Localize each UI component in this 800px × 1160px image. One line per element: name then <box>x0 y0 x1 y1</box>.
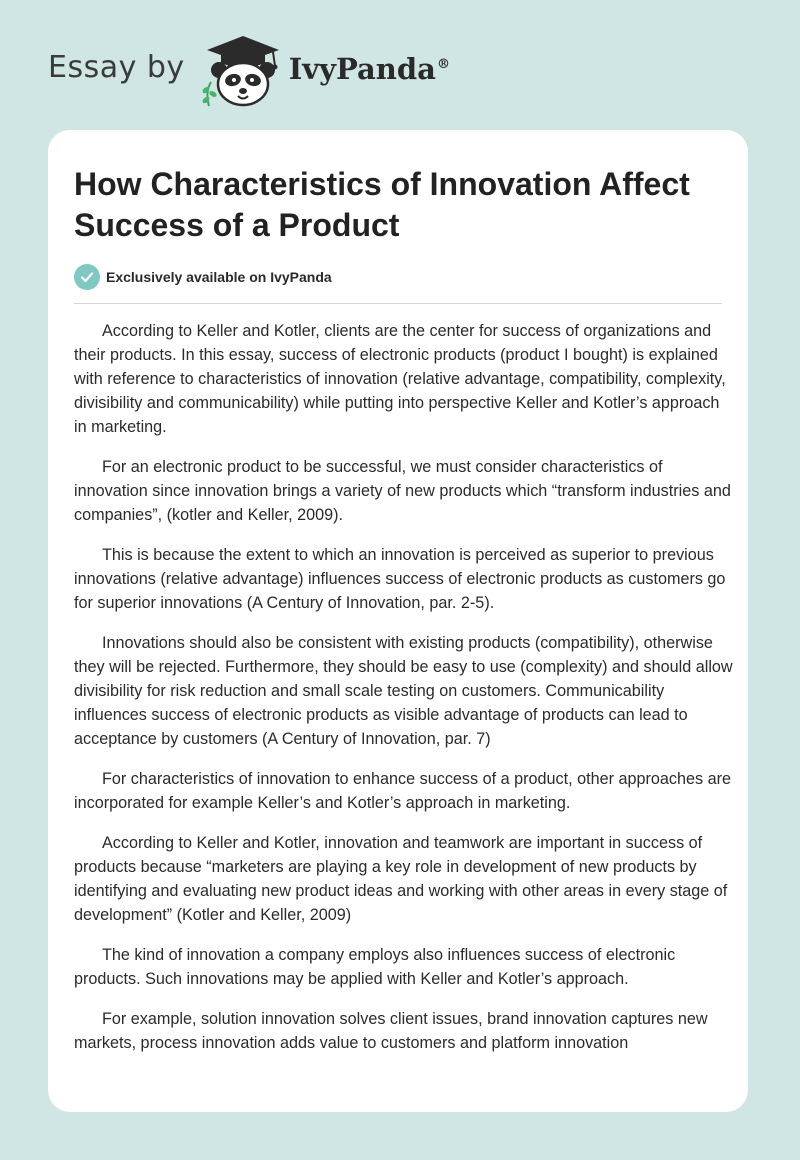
check-circle-icon <box>74 264 100 290</box>
paragraph: For example, solution innovation solves client issues, brand innovation captures new markets, process innovation adds value to customers and platform innovation <box>74 1010 708 1052</box>
essay-body <box>74 319 734 1071</box>
divider <box>74 303 722 304</box>
registered-mark: ® <box>436 57 450 73</box>
panda-logo-icon[interactable] <box>197 30 287 110</box>
brand-prefix: Essay by <box>48 49 185 85</box>
brand-name[interactable] <box>289 52 450 86</box>
site-header <box>48 30 508 110</box>
badge-label: Exclusively available on IvyPanda <box>106 269 332 285</box>
essay-card <box>48 130 748 1112</box>
brand-name-text: IvyPanda <box>288 52 436 86</box>
paragraph: Innovations should also be consistent with existing products (compatibility), otherwise they will be rejected. Furthermore, they should be easy to use (complexity) and should allow divisibility for risk reduction and small scale testing on customers. Communicability influences success of electronic products as visible advantage of products can lead to acceptance by customers (A Century of Innovation, par. 7) <box>74 634 733 748</box>
exclusive-badge <box>74 264 332 290</box>
paragraph: This is because the extent to which an innovation is perceived as superior to previous innovations (relative advantage) influences success of electronic products as customers go for superior innovations (A Century of Innovation, par. 2-5). <box>74 546 726 612</box>
paragraph: According to Keller and Kotler, innovation and teamwork are important in success of products because “marketers are playing a key role in development of new products by identifying and evaluating new product ideas and working with other areas in every stage of development” (Kotler and Keller, 2009) <box>74 834 728 924</box>
essay-title: How Characteristics of Innovation Affect Success of a Product <box>74 166 690 243</box>
paragraph: For characteristics of innovation to enhance success of a product, other approaches are incorporated for example Keller’s and Kotler’s approach in marketing. <box>74 770 731 812</box>
paragraph: The kind of innovation a company employs also influences success of electronic products. Such innovations may be applied with Keller and Kotler’s approach. <box>74 946 676 988</box>
paragraph: According to Keller and Kotler, clients are the center for success of organizations and their products. In this essay, success of electronic products (product I bought) is explained with reference to characteristics of innovation (relative advantage, compatibility, complexity, divisibility and communicability) while putting into perspective Keller and Kotler’s approach in marketing. <box>74 322 726 436</box>
paragraph: For an electronic product to be successful, we must consider characteristics of innovation since innovation brings a variety of new products which “transform industries and companies”, (kotler and Keller, 2009). <box>74 458 731 524</box>
